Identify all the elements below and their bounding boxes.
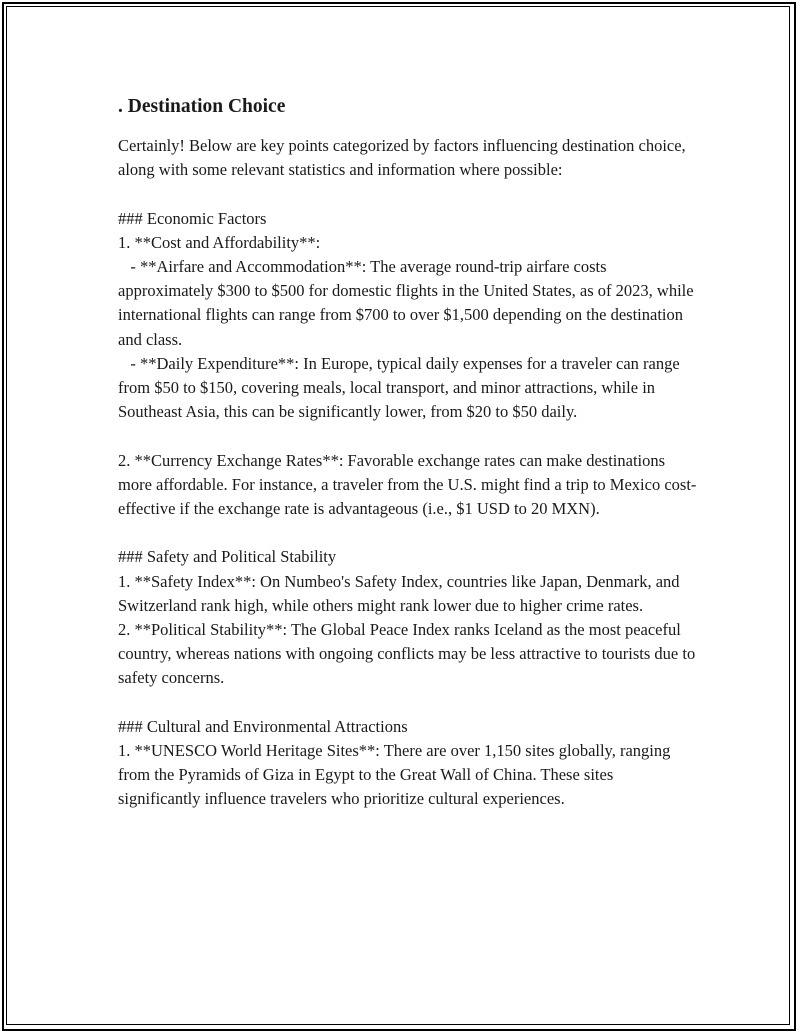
section-heading: . Destination Choice: [118, 96, 286, 117]
subsection-title-safety: ### Safety and Political Stability: [118, 547, 337, 567]
spacer: [118, 182, 698, 206]
spacer: [118, 521, 698, 545]
document-body: [118, 94, 698, 812]
list-item: 2. **Political Stability**: The Global Peace Index ranks Iceland as the most peaceful country, whereas nations with ongoing conflicts may be less attractive to tourists due to safety concerns.: [118, 620, 700, 688]
intro-paragraph: Certainly! Below are key points categorized by factors influencing destination choice, along with some relevant statistics and information where possible:: [118, 136, 690, 180]
list-item: 1. **Safety Index**: On Numbeo's Safety Index, countries like Japan, Denmark, and Switzerland rank high, while others might rank lower due to higher crime rates.: [118, 571, 684, 615]
spacer: [118, 424, 698, 448]
list-item: 2. **Currency Exchange Rates**: Favorable exchange rates can make destinations more affordable. For instance, a traveler from the U.S. might find a trip to Mexico cost-effective if the exchange rate is advantageous (i.e., $1 USD to 20 MXN).: [118, 450, 697, 519]
list-item: - **Airfare and Accommodation**: The average round-trip airfare costs approximately $300 to $500 for domestic flights in the United States, as of 2023, while international flights can range from $700 to over $1,500 depending on the destination and class.: [118, 257, 698, 349]
list-item: - **Daily Expenditure**: In Europe, typical daily expenses for a traveler can range from $50 to $150, covering meals, local transport, and minor attractions, while in Southeast Asia, this can be significantly lower, from $20 to $50 daily.: [118, 353, 684, 422]
subsection-title-cultural: ### Cultural and Environmental Attractions: [118, 716, 408, 736]
list-item: 1. **UNESCO World Heritage Sites**: There are over 1,150 sites globally, ranging from the Pyramids of Giza in Egypt to the Great Wall of China. These sites significantly influence travelers who prioritize cultural experiences.: [118, 741, 675, 809]
subsection-title-economic: ### Economic Factors: [118, 208, 267, 228]
list-item: 1. **Cost and Affordability**:: [118, 232, 321, 252]
spacer: [118, 691, 698, 715]
